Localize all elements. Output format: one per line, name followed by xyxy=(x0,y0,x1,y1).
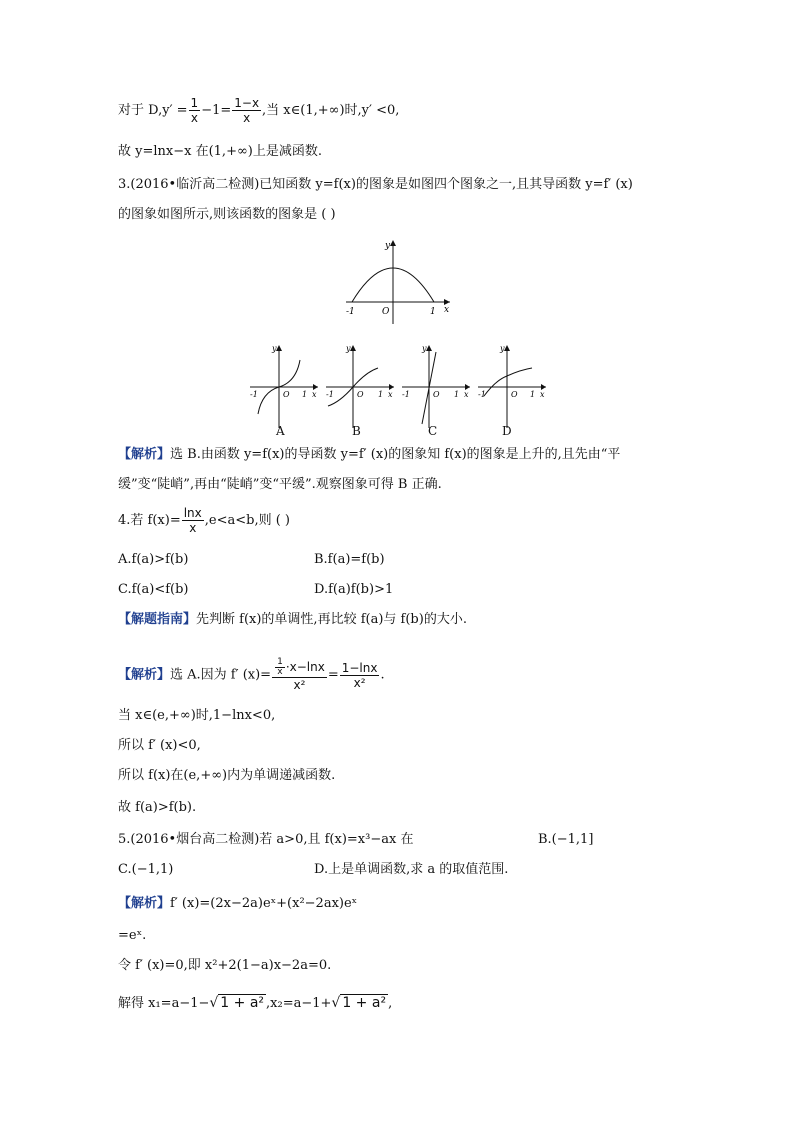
text-fragment: 对于 D,y′ = xyxy=(118,103,188,118)
analysis-text: 选 B.由函数 y=f(x)的导函数 y=f′ (x)的图象知 f(x)的图象是上升的,且先由“平 xyxy=(170,447,621,462)
question-3-line2: 的图象如图所示,则该函数的图象是 ( ) xyxy=(118,207,336,222)
analysis-tag: 【解析】 xyxy=(118,896,171,911)
tick-minus-one: -1 xyxy=(326,390,334,399)
text-line: 故 y=lnx−x 在(1,+∞)上是减函数. xyxy=(118,144,322,159)
sqrt-expression: √ 1 + a² xyxy=(331,995,387,1011)
radicand: 1 + a² xyxy=(220,995,265,1011)
text-line: 所以 f′ (x)<0, xyxy=(118,738,201,753)
question-5-line1: 5.(2016•烟台高二检测)若 a>0,且 f(x)=x³−ax 在 xyxy=(118,832,414,847)
origin-label: O xyxy=(283,390,290,399)
text-line-roots xyxy=(118,994,392,1013)
x-axis-label: x xyxy=(464,390,469,399)
small-fraction xyxy=(275,658,285,677)
text-line: 令 f′ (x)=0,即 x²+2(1−a)x−2a=0. xyxy=(118,958,332,973)
option-d: D.f(a)f(b)>1 xyxy=(314,582,394,597)
text-line: 所以 f(x)在(e,+∞)内为单调递减函数. xyxy=(118,768,336,783)
analysis-tag: 【解析】 xyxy=(118,667,171,683)
y-axis-label: y xyxy=(385,241,391,251)
numerator: 1 xyxy=(190,96,199,110)
origin-label: O xyxy=(382,307,390,317)
tick-one: 1 xyxy=(302,390,308,399)
text-line: =eˣ. xyxy=(118,928,147,943)
numerator-rest: ·x−lnx xyxy=(285,660,325,674)
text-fragment: ,当 x∈(1,+∞)时,y′ <0, xyxy=(262,103,400,118)
derivative-graph xyxy=(338,236,458,328)
text-fragment: ,x₂=a−1+ xyxy=(266,996,332,1011)
tick-one: 1 xyxy=(454,390,460,399)
origin-label: O xyxy=(511,390,518,399)
analysis-tag: 【解析】 xyxy=(118,447,171,462)
option-b: B.f(a)=f(b) xyxy=(314,552,385,567)
origin-label: O xyxy=(357,390,364,399)
sqrt-expression: √ 1 + a² xyxy=(209,995,265,1011)
question-3-analysis-line1 xyxy=(118,446,620,464)
y-axis-label: y xyxy=(500,344,505,353)
numerator: 1−lnx xyxy=(341,660,378,675)
numerator: 1 xyxy=(277,657,283,667)
x-axis-label: x xyxy=(540,390,545,399)
fraction xyxy=(189,96,201,125)
text-fragment: −1= xyxy=(201,103,232,118)
question-3-analysis-line2: 缓”变“陡峭”,再由“陡峭”变“平缓”.观察图象可得 B 正确. xyxy=(118,477,442,492)
option-a: A.f(a)>f(b) xyxy=(118,552,189,567)
option-label-a: A xyxy=(276,424,285,438)
text-fragment: ,e<a<b,则 ( ) xyxy=(204,513,290,528)
text-line: 故 f(a)>f(b). xyxy=(118,800,197,815)
tick-minus-one: -1 xyxy=(250,390,258,399)
fraction xyxy=(182,506,204,535)
x-axis-label: x xyxy=(444,305,450,315)
y-axis-label: y xyxy=(422,344,427,353)
question-5-option-c: C.(−1,1) xyxy=(118,862,174,877)
denominator: x xyxy=(190,111,198,125)
fraction xyxy=(232,96,261,125)
denominator: x xyxy=(277,667,283,677)
x-axis-label: x xyxy=(312,390,317,399)
option-label-b: B xyxy=(352,424,361,438)
denominator: x² xyxy=(293,678,306,692)
tick-minus-one: -1 xyxy=(478,390,486,399)
numerator xyxy=(272,658,327,678)
tick-minus-one: -1 xyxy=(346,307,355,317)
question-3-line1: 3.(2016•临沂高二检测)已知函数 y=f(x)的图象是如图四个图象之一,且其导函数 y=f′ (x) xyxy=(118,177,633,192)
radicand: 1 + a² xyxy=(342,995,387,1011)
y-axis-label: y xyxy=(272,344,277,353)
numerator: lnx xyxy=(183,506,202,520)
guide-text: 先判断 f(x)的单调性,再比较 f(a)与 f(b)的大小. xyxy=(196,612,467,627)
question-5-line2: D.上是单调函数,求 a 的取值范围. xyxy=(314,862,509,877)
text-line-d xyxy=(118,96,399,125)
text-fragment: 4.若 f(x)= xyxy=(118,513,181,528)
tick-one: 1 xyxy=(430,307,436,317)
text-fragment: . xyxy=(380,667,385,683)
tick-one: 1 xyxy=(530,390,536,399)
option-label-d: D xyxy=(502,424,512,438)
numerator: 1−x xyxy=(234,96,260,110)
analysis-text: f′ (x)=(2x−2a)eˣ+(x²−2ax)eˣ xyxy=(170,896,358,911)
text-fragment: = xyxy=(327,667,339,683)
y-axis-label: y xyxy=(346,344,351,353)
tick-one: 1 xyxy=(378,390,384,399)
option-c: C.f(a)<f(b) xyxy=(118,582,189,597)
fraction xyxy=(340,661,380,690)
guide-tag: 【解题指南】 xyxy=(118,612,197,627)
option-graph-d xyxy=(474,342,550,436)
x-axis-label: x xyxy=(388,390,393,399)
origin-label: O xyxy=(433,390,440,399)
question-5-analysis xyxy=(118,895,357,913)
text-line: 当 x∈(e,+∞)时,1−lnx<0, xyxy=(118,708,276,723)
text-fragment: 解得 x₁=a−1− xyxy=(118,996,210,1011)
question-4-stem xyxy=(118,506,290,535)
denominator: x xyxy=(243,111,251,125)
text-fragment: , xyxy=(388,996,393,1011)
denominator: x xyxy=(189,521,197,535)
question-4-guide xyxy=(118,611,467,629)
question-4-analysis xyxy=(118,658,385,692)
fraction xyxy=(272,658,327,692)
question-5-option-b: B.(−1,1] xyxy=(538,832,594,847)
text-fragment: 选 A.因为 f′ (x)= xyxy=(170,667,272,683)
denominator: x² xyxy=(353,675,366,690)
option-label-c: C xyxy=(428,424,438,438)
tick-minus-one: -1 xyxy=(402,390,410,399)
